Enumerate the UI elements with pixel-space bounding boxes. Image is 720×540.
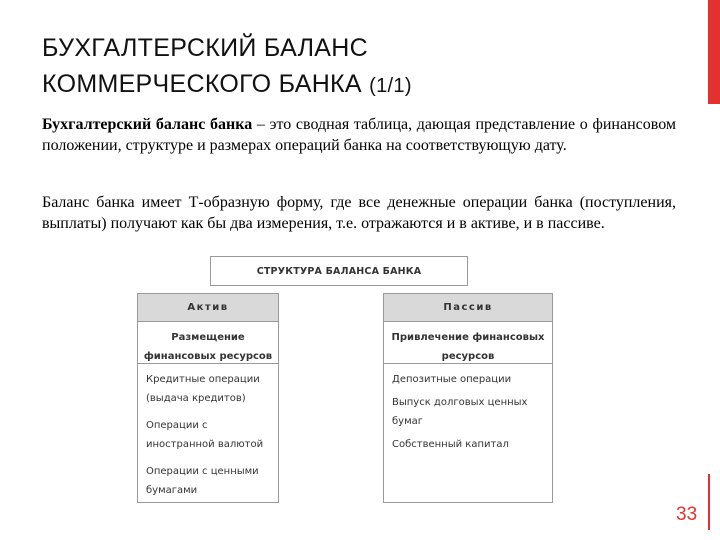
title-line-1: БУХГАЛТЕРСКИЙ БАЛАНС xyxy=(42,34,368,62)
definition-text: – это сводная таблица, дающая представление о финансовом положении, структуре и размерах операций банка на соответствующую дату. xyxy=(42,116,677,154)
active-item: Операции с ценными бумагами xyxy=(146,466,259,496)
accent-bar xyxy=(708,0,720,104)
slide-title xyxy=(42,30,682,104)
active-subtitle: Размещение финансовых ресурсов xyxy=(138,322,278,364)
active-title: Актив xyxy=(138,294,278,322)
title-line-2: КОММЕРЧЕСКОГО БАНКА xyxy=(42,70,362,98)
definition-paragraph xyxy=(42,114,676,156)
page-number-line xyxy=(708,474,710,530)
passive-subtitle: Привлечение финансовых ресурсов xyxy=(384,322,552,364)
diagram-header: СТРУКТУРА БАЛАНСА БАНКА xyxy=(210,256,468,286)
active-items xyxy=(138,364,278,500)
passive-items xyxy=(384,364,552,454)
title-suffix: (1/1) xyxy=(369,75,412,97)
passive-column xyxy=(383,293,553,503)
passive-item: Собственный капитал xyxy=(392,439,509,450)
passive-title: Пассив xyxy=(384,294,552,322)
t-form-paragraph: Баланс банка имеет Т-образную форму, где все денежные операции банка (поступления, выплаты) получают как бы два измерения, т.е. отражаются и в активе, и в пассиве. xyxy=(42,194,676,232)
active-item: Кредитные операции (выдача кредитов) xyxy=(146,374,260,404)
passive-item: Выпуск долговых ценных бумаг xyxy=(392,397,528,427)
passive-item: Депозитные операции xyxy=(392,374,512,385)
definition-term: Бухгалтерский баланс банка xyxy=(42,116,253,133)
page-number: 33 xyxy=(676,504,698,525)
active-column xyxy=(137,293,279,503)
active-item: Операции с иностранной валютой xyxy=(146,420,264,450)
